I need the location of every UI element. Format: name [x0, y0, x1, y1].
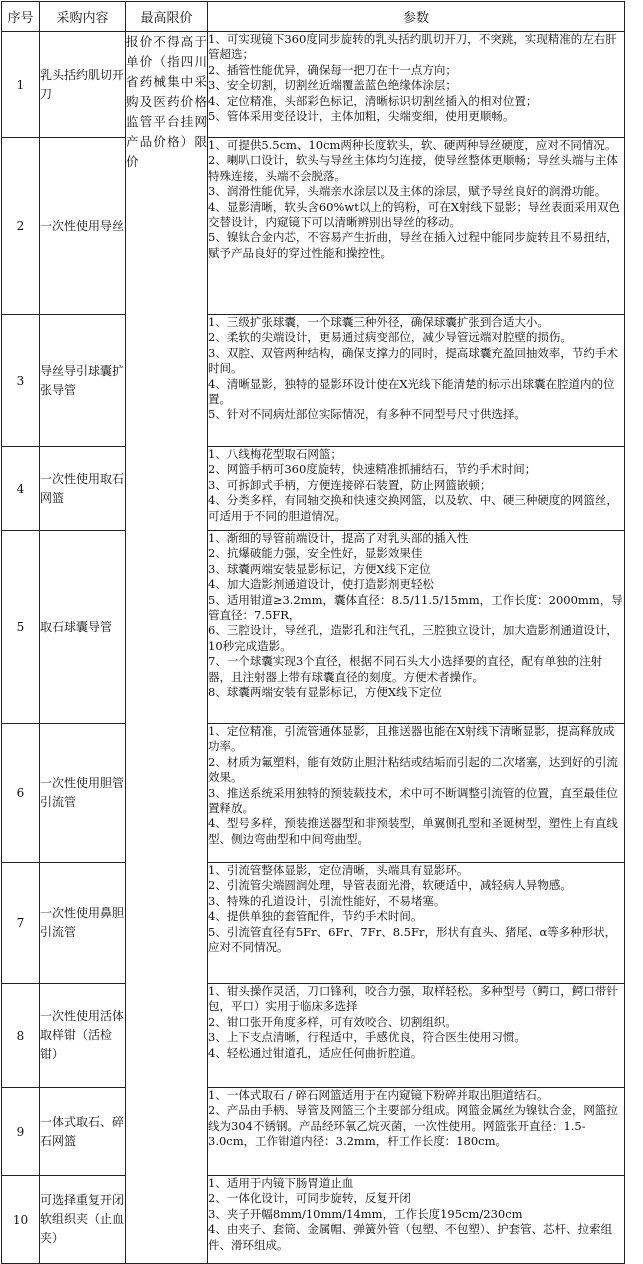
param-line: 3、可拆卸式手柄，方便连接碎石装置，防止网篮嵌顿；: [208, 477, 492, 492]
table-row: [2, 724, 625, 863]
param-line: 7、一个球囊实现3个直径，根据不同石头大小选择要的直径，配有单独的注射器，且注射器上带有球囊直径的刻度。方便术者操作。: [208, 654, 603, 684]
row-index: 10: [2, 1176, 40, 1264]
param-line: 1、引流管整体显影，定位清晰，头端具有显影环。: [208, 863, 469, 877]
param-line: 2、网篮手柄可360度旋转，快速精准抓捕结石，节约手术时间；: [208, 462, 537, 477]
row-index: 1: [2, 32, 40, 138]
header-params: 参数: [208, 2, 625, 32]
param-line: 2、材质为氟塑料，能有效防止胆汁粘结或结垢而引起的二次堵塞，达到好的引流效果。: [208, 754, 618, 785]
param-line: 4、清晰显影，独特的显影环设计使在X光线下能清楚的标示出球囊在腔道内的位置。: [208, 376, 615, 407]
param-line: 6、三腔设计，导丝孔，造影孔和注气孔，三腔独立设计，加大造影剂通道设计，10秒完成造影。: [208, 623, 618, 653]
header-item: 采购内容: [40, 2, 126, 32]
param-line: 2、一体化设计，可同步旋转，反复开闭: [208, 1191, 411, 1206]
row-item: 一次性使用取石网篮: [40, 447, 126, 531]
row-params: [208, 724, 625, 863]
param-line: 1、可提供5.5cm、10cm两种长度软头，软、硬两种导丝硬度，应对不同情况。: [208, 138, 617, 152]
row-params: [208, 315, 625, 447]
param-line: 2、喇叭口设计，软头与导丝主体均匀连接，使导丝整体更顺畅；导丝头端与主体特殊连接，头端不会脱落。: [208, 153, 618, 183]
param-line: 2、抗爆破能力强，安全性好，显影效果佳: [208, 546, 423, 561]
param-line: 1、钳头操作灵活，刀口锋利，咬合力强，取样轻松。多种型号（鳄口，鳄口带针包，平口）实用于临床多选择: [208, 984, 618, 1014]
table-row: [2, 315, 625, 447]
param-line: 1、适用于内镜下肠胃道止血: [208, 1176, 354, 1190]
param-line: 4、型号多样，预装推送器型和非预装型，单翼侧孔型和圣诞树型，塑性上有直线型、侧边弯曲型和中间弯曲型。: [208, 816, 618, 846]
row-params: [208, 1088, 625, 1176]
param-line: 1、三级扩张球囊，一个球囊三种外径，确保球囊扩张到合适大小。: [208, 315, 549, 329]
row-params: [208, 447, 625, 531]
row-params: [208, 531, 625, 724]
param-line: 1、定位精准，引流管通体显影，且推送器也能在X射线下清晰显影，提高释放成功率。: [208, 724, 615, 754]
param-line: 5、镍钛合金内芯，不容易产生折曲，导丝在插入过程中能同步旋转且不易扭结，赋予产品良好的穿过性能和操控性。: [208, 230, 618, 260]
row-index: 6: [2, 724, 40, 863]
row-item: 可选择重复开闭软组织夹（止血夹）: [40, 1176, 126, 1264]
table-row: [2, 984, 625, 1088]
row-index: 3: [2, 315, 40, 447]
procurement-table: [1, 1, 625, 1264]
param-line: 2、产品由手柄、导管及网篮三个主要部分组成。网篮金属丝为镍钛合金，网篮拉线为304不锈钢。产品经环氧乙烷灭菌，一次性使用。网篮张开直径：1.5-3.0cm，工作钳道内径：3.2mm，杆工作长度：180cm。: [208, 1103, 618, 1149]
table-row: [2, 1176, 625, 1264]
table-row: [2, 863, 625, 984]
row-index: 2: [2, 138, 40, 315]
param-line: 4、轻松通过钳道孔，适应任何曲折腔道。: [208, 1045, 423, 1060]
param-line: 3、特殊的孔道设计，引流性能好，不易堵塞。: [208, 893, 446, 908]
row-item: 一次性使用鼻胆引流管: [40, 863, 126, 984]
row-item: 乳头括约肌切开刀: [40, 32, 126, 138]
row-params: [208, 138, 625, 315]
param-line: 2、钳口张开角度多样，可有效咬合、切割组织。: [208, 1014, 457, 1029]
param-line: 1、一体式取石 / 碎石网篮适用于在内窥镜下粉碎并取出胆道结石。: [208, 1088, 549, 1102]
param-line: 4、分类多样，有同轴交换和快速交换网篮，以及软、中、硬三种硬度的网篮丝，可适用于不同的胆道情况。: [208, 493, 618, 523]
table-row: [2, 32, 625, 138]
param-line: 8、球囊两端安装有显影标记，方便X线下定位: [208, 685, 443, 700]
param-line: 3、润滑性能优异，头端亲水涂层以及主体的涂层，赋予导丝良好的润滑功能。: [208, 184, 607, 199]
param-line: 2、引流管尖端圆润处理，导管表面光滑，软硬适中，减轻病人异物感。: [208, 878, 572, 893]
table-row: [2, 138, 625, 315]
param-line: 1、渐细的导管前端设计，提高了对乳头部的插入性: [208, 531, 469, 545]
param-line: 4、提供单独的套管配件，节约手术时间。: [208, 909, 423, 924]
param-line: 4、定位精准，头部彩色标记，清晰标识切割丝插入的相对位置；: [208, 93, 538, 108]
row-index: 5: [2, 531, 40, 724]
price-limit-cell: 报价不得高于单价（指四川省药械集中采购及医药价格监管平台挂网产品价格）限价: [126, 32, 208, 1264]
table-row: [2, 447, 625, 531]
row-params: [208, 1176, 625, 1264]
table-row: [2, 1088, 625, 1176]
param-line: 1、八线梅花型取石网篮；: [208, 447, 342, 461]
row-item: 取石球囊导管: [40, 531, 126, 724]
param-line: 3、夹子开幅8mm/10mm/14mm，工作长度195cm/230cm: [208, 1206, 523, 1221]
param-line: 2、柔软的尖端设计，更易通过病变部位，减少导管远端对腔壁的损伤。: [208, 330, 572, 345]
header-index: 序号: [2, 2, 40, 32]
row-item: 导丝导引球囊扩张导管: [40, 315, 126, 447]
table-header-row: [2, 2, 625, 32]
row-item: 一次性使用胆管引流管: [40, 724, 126, 863]
param-line: 5、管体采用变径设计，主体加粗，尖端变细，使用更顺畅。: [208, 109, 515, 124]
param-line: 3、球囊两端安装显影标记，方便X线下定位: [208, 561, 431, 576]
row-index: 4: [2, 447, 40, 531]
row-index: 7: [2, 863, 40, 984]
param-line: 3、双腔、双管两种结构，确保支撑力的同时，提高球囊充盈回抽效率，节约手术时间。: [208, 345, 618, 376]
header-limit: 最高限价: [126, 2, 208, 32]
row-item: 一体式取石、碎石网篮: [40, 1088, 126, 1176]
row-params: [208, 32, 625, 138]
table-row: [2, 531, 625, 724]
row-item: 一次性使用活体取样钳（活检钳）: [40, 984, 126, 1088]
param-line: 4、显影清晰，软头含60%wt以上的钨粉，可在X射线下显影；导丝表面采用双色交替设计，内窥镜下可以清晰辨别出导丝的移动。: [208, 199, 621, 230]
row-index: 9: [2, 1088, 40, 1176]
param-line: 2、插管性能优异，确保每一把刀在十一点方向；: [208, 62, 457, 77]
row-index: 8: [2, 984, 40, 1088]
param-line: 5、针对不同病灶部位实际情况，有多种不同型号尺寸供选择。: [208, 407, 526, 422]
param-line: 3、上下支点清晰，行程适中，手感优良，符合医生使用习惯。: [208, 1030, 526, 1045]
param-line: 3、推送系统采用独特的预装载技术，术中可不断调整引流管的位置，直至最佳位置释放。: [208, 785, 618, 816]
param-line: 1、可实现镜下360度同步旋转的乳头括约肌切开刀，不突跳，实现精准的左右肝管超选；: [208, 32, 617, 62]
row-params: [208, 863, 625, 984]
row-params: [208, 984, 625, 1088]
param-line: 5、引流管直径有5Fr、6Fr、7Fr、8.5Fr，形状有直头、猪尾、α等多种形状，应对不同情况。: [208, 924, 617, 955]
param-line: 3、安全切割，切割丝近端覆盖蓝色绝缘体涂层；: [208, 78, 457, 93]
param-line: 5、适用钳道≥3.2mm，囊体直径：8.5/11.5/15mm，工作长度：2000mm，导管直径：7.5FR，: [208, 592, 623, 623]
param-line: 4、加大造影剂通道设计，使打造影剂更轻松: [208, 577, 434, 592]
param-line: 4、由夹子、套筒、金属帽、弹簧外管（包塑、不包塑）、护套管、芯杆、拉索组件、滑环组成。: [208, 1222, 613, 1252]
row-item: 一次性使用导丝: [40, 138, 126, 315]
